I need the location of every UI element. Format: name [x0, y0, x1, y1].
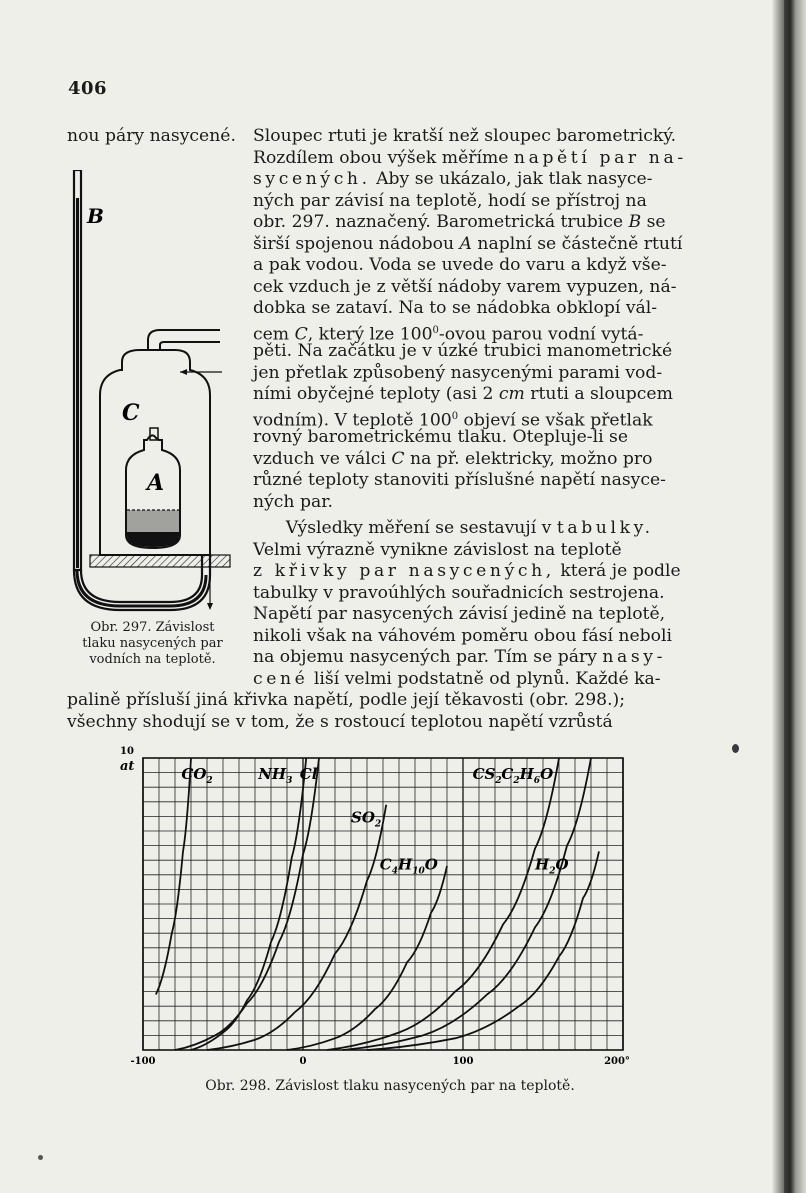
- text-line: jen přetlak způsobený nasycenými parami vod-: [253, 362, 663, 383]
- curve-label: $C_4H_{10}O$: [379, 855, 438, 877]
- text-line: nikoli však na váhovém poměru obou fásí neboli: [253, 625, 673, 646]
- text-line: vzduch ve válci C na př. elektricky, možno pro: [253, 448, 653, 469]
- paragraph-1: [253, 126, 693, 513]
- text-line: z křivky par nasycených, která je podle: [253, 561, 681, 581]
- text-line: cek vzduch je z větší nádoby varem vypuzen, ná-: [253, 276, 677, 297]
- curve-label: $C_2H_6O$: [501, 764, 554, 786]
- print-speck: [732, 744, 739, 753]
- figure-297-caption: Obr. 297. Závislost tlaku nasycených par vodních na teplotě.: [82, 620, 223, 667]
- page-number: 406: [68, 78, 108, 99]
- text-line: Velmi výrazně vynikne závislost na teplotě: [253, 539, 622, 560]
- text-line-full: palině přísluší jiná křivka napětí, podle její těkavosti (obr. 298.);: [67, 690, 626, 710]
- label-c: C: [122, 400, 140, 426]
- text-line: vodním). V teplotě $100^0$ objeví se však přetlak: [253, 410, 653, 431]
- text-line: obr. 297. naznačený. Barometrická trubice B se: [253, 212, 666, 232]
- curve-label: $SO_2$: [351, 808, 382, 830]
- x-tick-label: 100: [452, 1056, 474, 1067]
- text-line: ných par závisí na teplotě, hodí se přístroj na: [253, 190, 647, 211]
- text-line: Výsledky měření se sestavují v tabulky.: [285, 518, 654, 538]
- text-line: a pak vodou. Voda se uvede do varu a když vše-: [253, 255, 667, 275]
- page-binding-edge: [772, 0, 806, 1193]
- paragraph-2: [253, 518, 693, 690]
- curve-label: $H_2O$: [535, 855, 569, 877]
- text-line-full: všechny shodují se v tom, že s rostoucí teplotou napětí vzrůstá: [67, 712, 613, 732]
- text-line: Sloupec rtuti je kratší než sloupec barometrický.: [253, 126, 677, 146]
- x-tick-label: 200°: [604, 1056, 630, 1067]
- curve-H₂O: [367, 851, 599, 1050]
- print-speck: [38, 1155, 43, 1160]
- text-line: různé teploty stanoviti příslušné napětí nasyce-: [253, 470, 666, 490]
- curve-CO₂: [156, 758, 191, 995]
- label-a: A: [147, 470, 165, 496]
- text-line: ných par.: [253, 491, 333, 512]
- x-tick-label: 0: [299, 1056, 307, 1067]
- chart-svg: [118, 740, 638, 1080]
- text-line: ními obyčejné teploty (asi 2 cm rtuti a sloupcem: [253, 384, 673, 404]
- text-line: širší spojenou nádobou A naplní se částečně rtutí: [253, 233, 683, 254]
- curve-label: $CS_2$: [472, 764, 502, 786]
- curve-SO₂: [207, 805, 386, 1050]
- y-axis-label: at: [120, 759, 135, 774]
- text-line: dobka se zataví. Na to se nádobka obklopí vál-: [253, 298, 658, 318]
- figure-297-apparatus: [60, 170, 245, 620]
- text-line: pěti. Na začátku je v úzké trubici manometrické: [253, 341, 673, 361]
- lead-fragment: nou páry nasycené.: [67, 126, 236, 146]
- figure-298-caption: Obr. 298. Závislost tlaku nasycených par na teplotě.: [205, 1078, 575, 1094]
- text-line: Rozdílem obou výšek měříme napětí par na-: [253, 147, 687, 168]
- text-line: tabulky v pravoúhlých souřadnicích sestrojena.: [253, 582, 665, 603]
- text-line: Napětí par nasycených závisí jedině na teplotě,: [253, 604, 666, 624]
- curve-label: $CO_2$: [181, 764, 213, 786]
- x-tick-label: -100: [130, 1056, 156, 1067]
- label-b: B: [87, 204, 104, 228]
- text-line: cem C, který lze $100^0$-ovou parou vodní vytá-: [253, 324, 644, 345]
- figure-298-chart: [118, 740, 638, 1080]
- curve-label: $NH_3$: [258, 764, 293, 786]
- y-tick-label: 10: [120, 746, 134, 757]
- curve-label: Cl: [299, 764, 318, 783]
- text-line: cené liší velmi podstatně od plynů. Každé ka-: [253, 668, 661, 689]
- text-line: na objemu nasycených par. Tím se páry nasy-: [253, 647, 667, 667]
- text-line: rovný barometrickému tlaku. Otepluje-li se: [253, 427, 629, 447]
- text-line: sycených. Aby se ukázalo, jak tlak nasyce-: [253, 169, 653, 189]
